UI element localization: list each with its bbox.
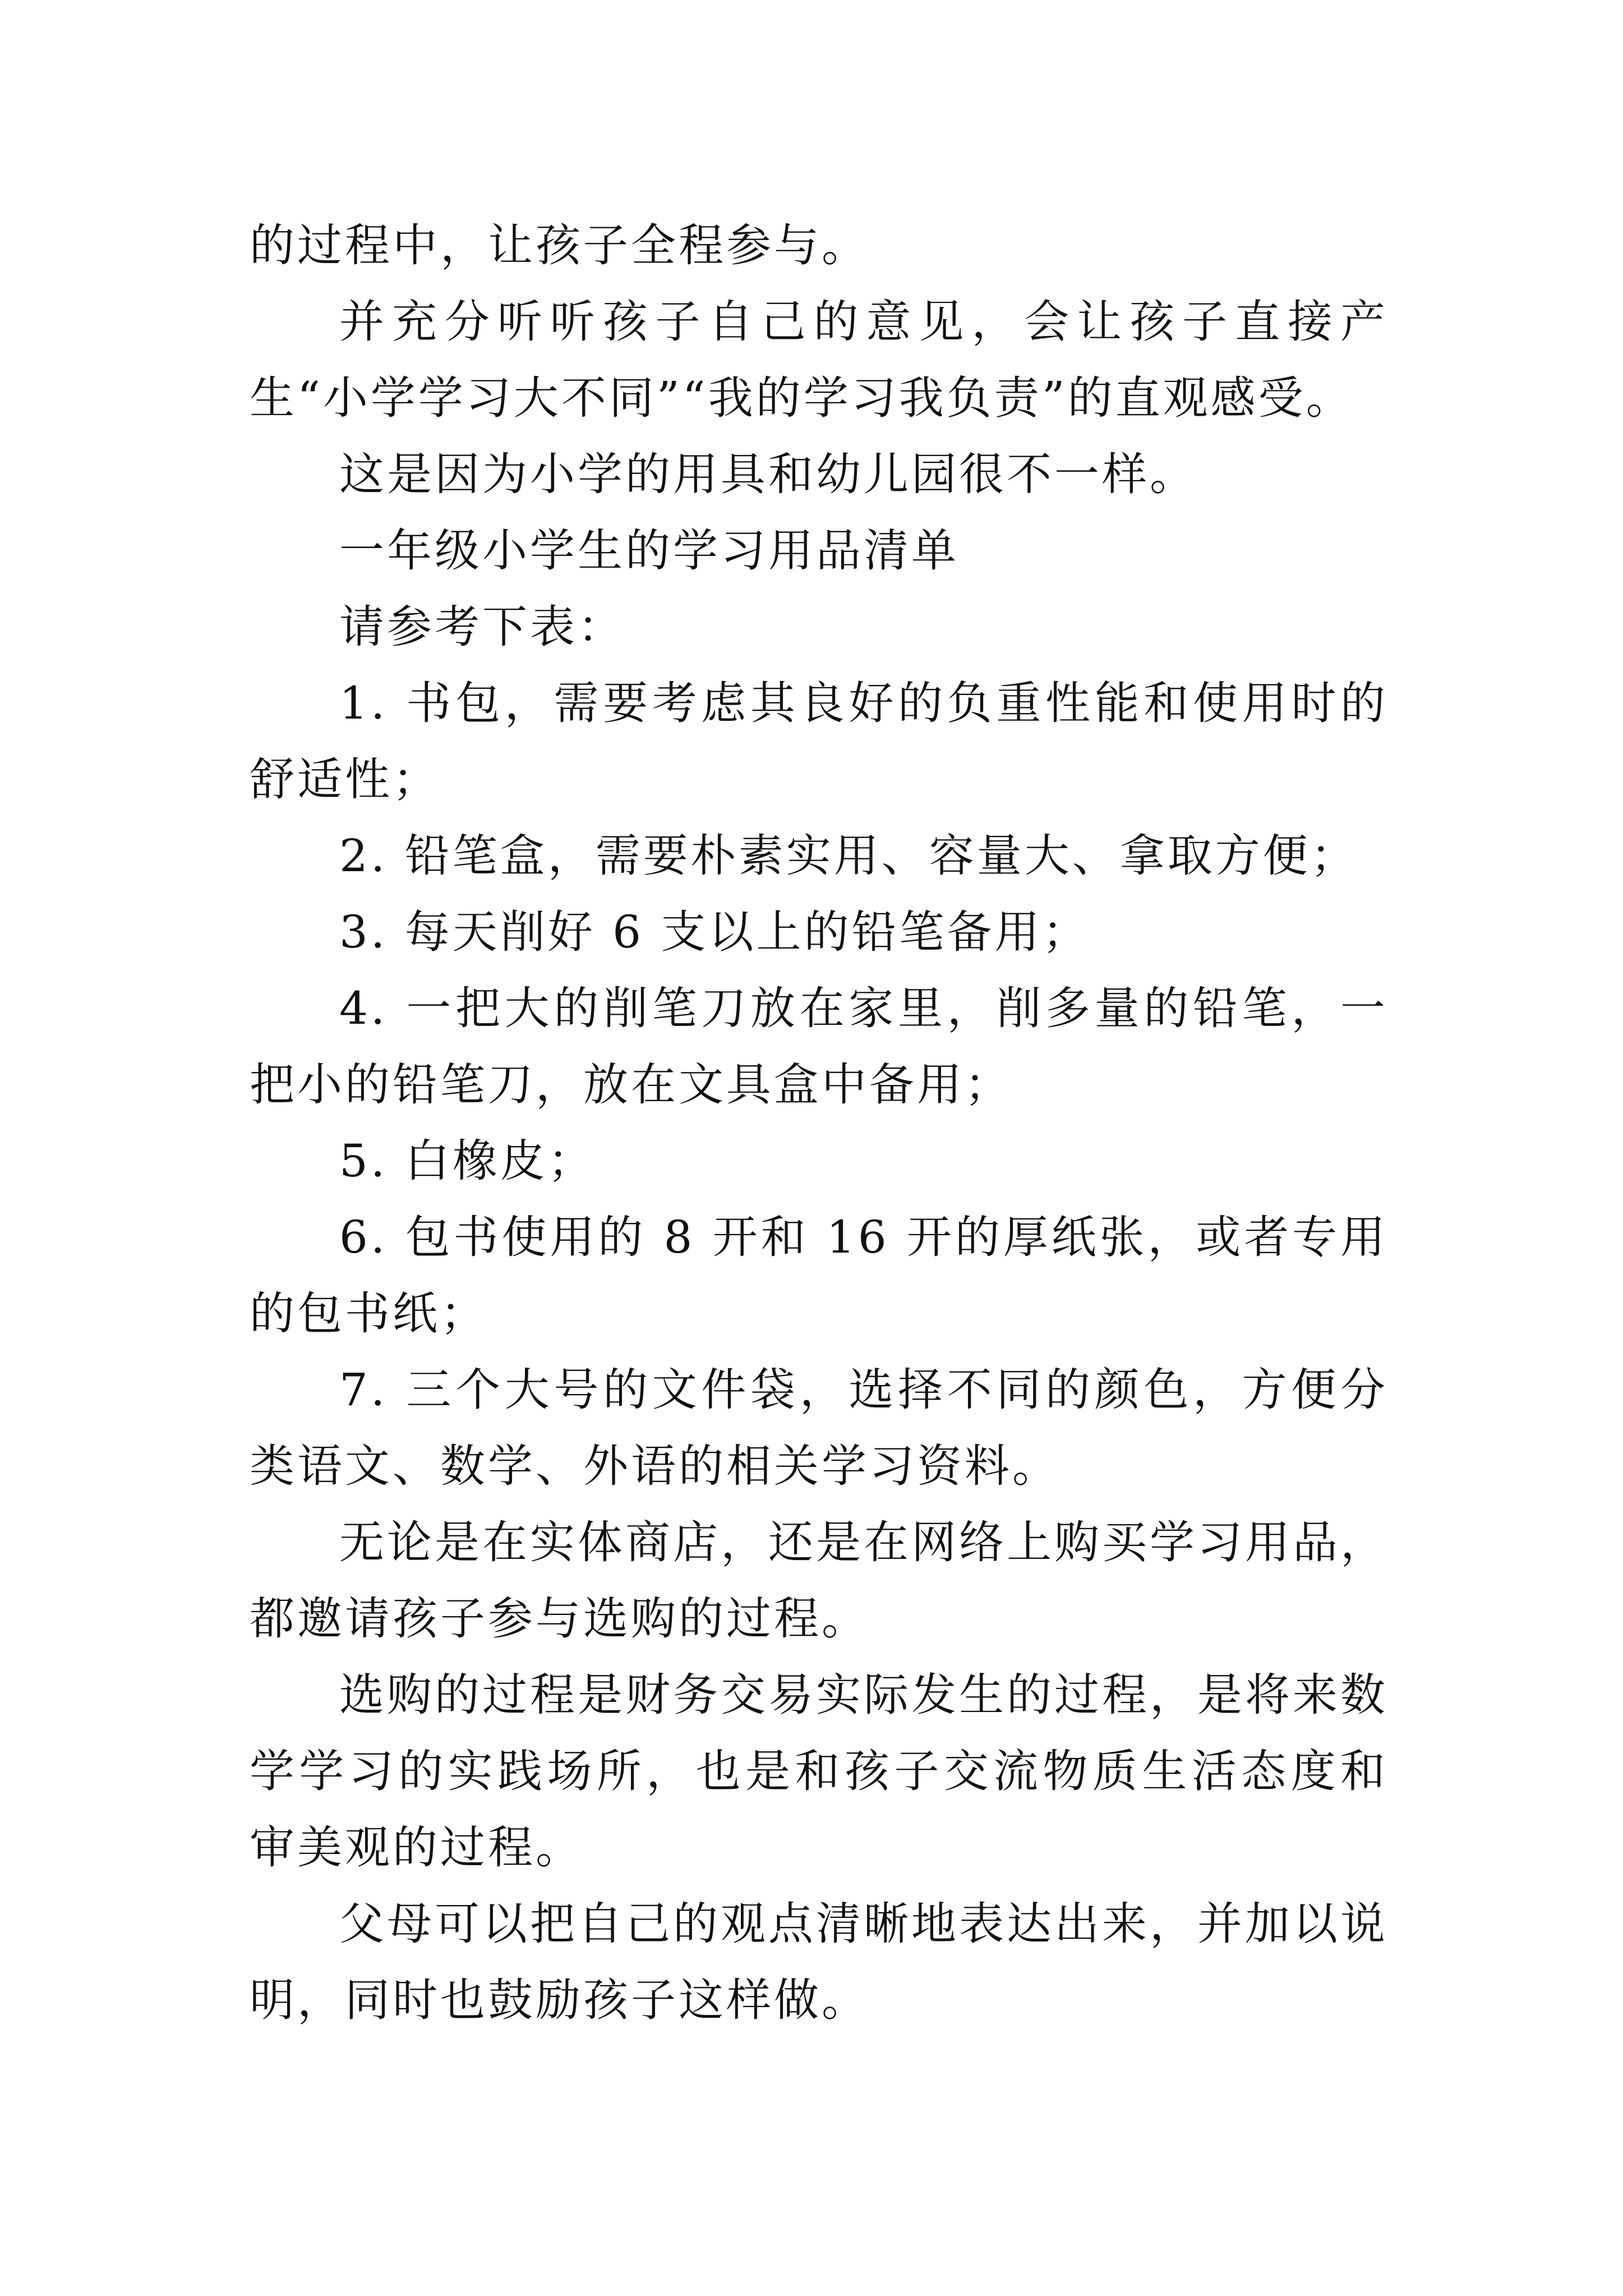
document-body — [250, 208, 1388, 2039]
list-item-schoolbag: 1. 书包，需要考虑其良好的负重性能和使用时的舒适性； — [250, 677, 1388, 806]
list-item-eraser: 5. 白橡皮； — [339, 1135, 596, 1187]
paragraph-tools-differ: 这是因为小学的用具和幼儿园很不一样。 — [339, 448, 1197, 500]
paragraph-parents-express: 父母可以把自己的观点清晰地表达出来，并加以说明，同时也鼓励孩子这样做。 — [250, 1898, 1388, 2026]
paragraph-supply-list-heading: 一年级小学生的学习用品清单 — [339, 524, 959, 577]
paragraph-listen-to-child: 并充分听听孩子自己的意见，会让孩子直接产生“小学学习大不同”“我的学习我负责”的直观感受。 — [250, 296, 1388, 424]
paragraph-purchase-process: 选购的过程是财务交易实际发生的过程，是将来数学学习的实践场所，也是和孩子交流物质生活态度和审美观的过程。 — [250, 1669, 1388, 1874]
paragraph-invite-child: 无论是在实体商店，还是在网络上购买学习用品，都邀请孩子参与选购的过程。 — [250, 1516, 1388, 1645]
list-item-pencil-case: 2. 铅笔盒，需要朴素实用、容量大、拿取方便； — [339, 830, 1358, 882]
list-item-sharpener: 4. 一把大的削笔刀放在家里，削多量的铅笔，一把小的铅笔刀，放在文具盒中备用； — [250, 982, 1388, 1111]
list-item-cover-paper: 6. 包书使用的 8 开和 16 开的厚纸张，或者专用的包书纸； — [250, 1211, 1388, 1340]
list-item-pencils: 3. 每天削好 6 支以上的铅笔备用； — [339, 906, 1090, 958]
paragraph-continuation: 的过程中，让孩子全程参与。 — [250, 219, 869, 272]
list-item-file-bags: 7. 三个大号的文件袋，选择不同的颜色，方便分类语文、数学、外语的相关学习资料。 — [250, 1364, 1388, 1492]
paragraph-refer-table: 请参考下表： — [339, 601, 625, 653]
